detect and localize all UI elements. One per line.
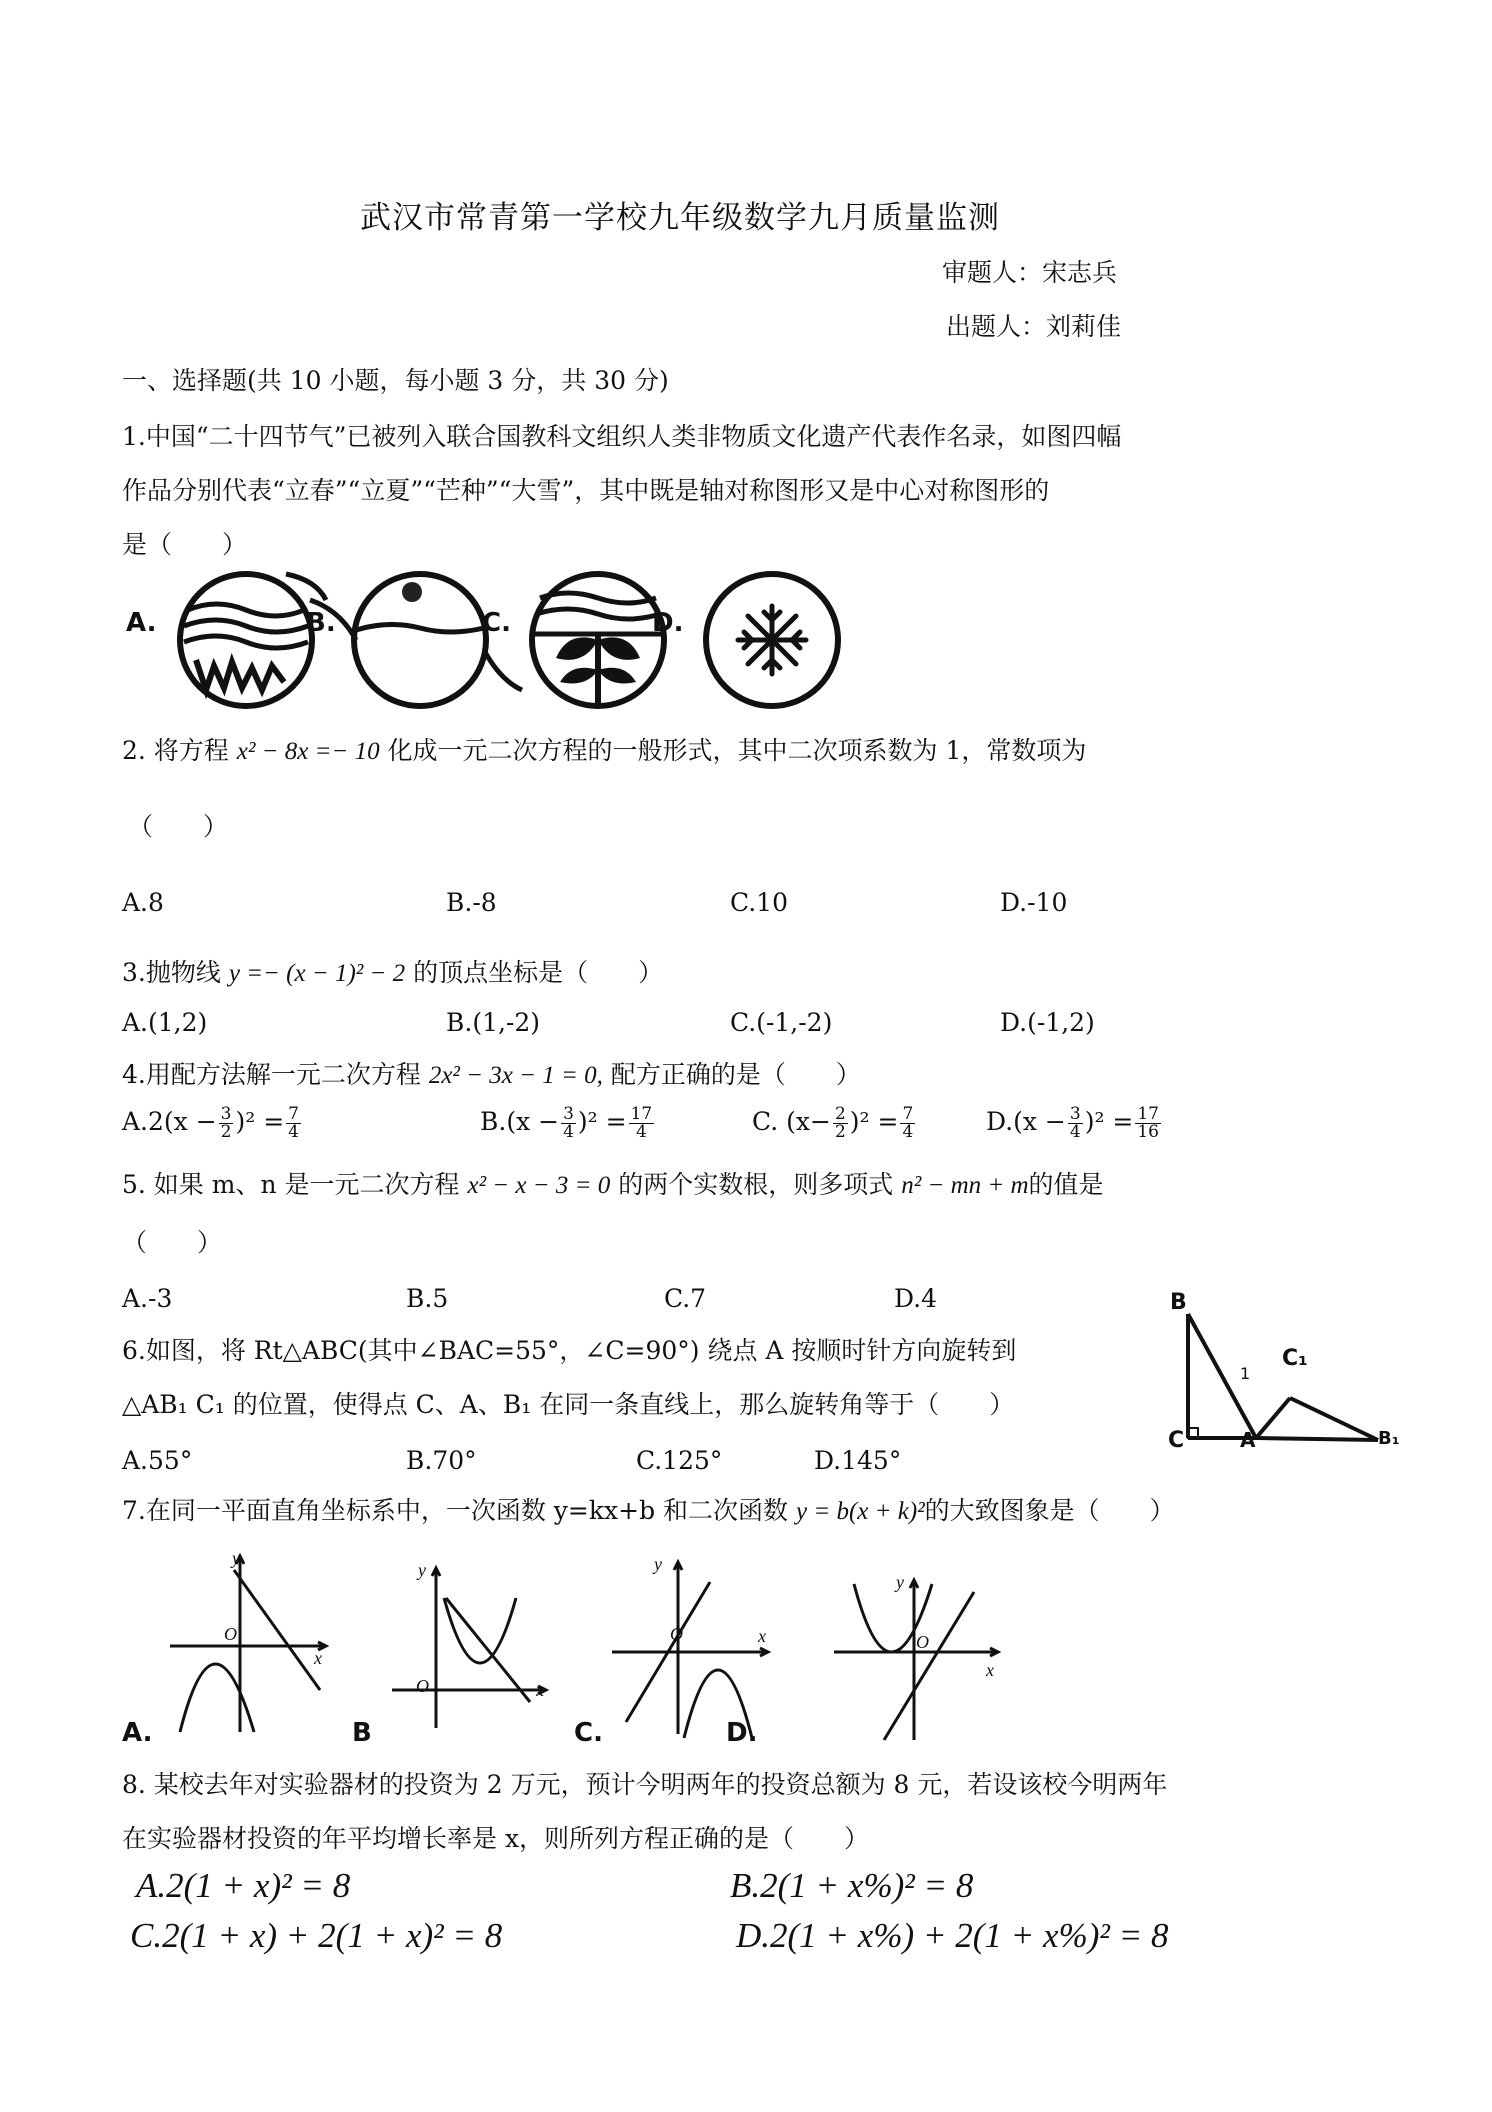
q2-equation: x² − 8x =− 10	[236, 738, 380, 765]
q4-equation: 2x² − 3x − 1 = 0,	[428, 1062, 603, 1089]
q3-option-a: A.(1,2)	[122, 1008, 208, 1037]
q2-option-a: A.8	[122, 888, 164, 917]
q5-stem	[122, 1170, 1104, 1201]
q7-label-b: B	[352, 1718, 372, 1748]
q5-poly: n² − mn + m	[901, 1172, 1029, 1199]
page-title: 武汉市常青第一学校九年级数学九月质量监测	[360, 200, 1000, 236]
figure-mangzhong	[528, 570, 668, 710]
q6-label-angle-1: 1	[1240, 1364, 1251, 1383]
q8-option-c: C.2(1 + x) + 2(1 + x)² = 8	[130, 1916, 503, 1955]
q6-label-a: A	[1240, 1428, 1256, 1452]
q7-b-origin: O	[416, 1676, 429, 1696]
q4-option-d: D.(x − $\frac{3}{4}$ )² = $\frac{17}{16}$	[986, 1104, 1159, 1142]
q7-label-d: D.	[726, 1718, 758, 1748]
q5-option-b: B.5	[406, 1284, 449, 1313]
q2-stem	[122, 736, 1086, 767]
q7-a-x-label: x	[314, 1648, 322, 1668]
q3-option-b: B.(1,-2)	[446, 1008, 541, 1037]
q1-label-d: D.	[652, 608, 684, 638]
q3-suffix: 的顶点坐标是（ ）	[413, 958, 664, 987]
q6-option-a: A.55°	[122, 1446, 193, 1475]
section-heading: 一、选择题(共 10 小题，每小题 3 分，共 30 分)	[122, 366, 669, 395]
q8-option-d: D.2(1 + x%) + 2(1 + x%)² = 8	[736, 1916, 1169, 1955]
q4-prefix: 4.用配方法解一元二次方程	[122, 1060, 421, 1089]
q2-prefix: 2. 将方程	[122, 736, 229, 765]
q4-option-c: C. (x− $\frac{2}{2}$ )² = $\frac{7}{4}$	[752, 1104, 914, 1142]
q7-d-x-label: x	[986, 1660, 994, 1680]
q7-c-origin: O	[670, 1624, 683, 1644]
q7-b-y-label: y	[418, 1560, 426, 1580]
q6-label-c1: C₁	[1282, 1346, 1308, 1371]
q7-label-a: A.	[122, 1718, 153, 1748]
q7-d-y-label: y	[896, 1572, 904, 1592]
q7-c-y-label: y	[654, 1554, 662, 1574]
q5-suffix: 的值是	[1028, 1170, 1104, 1199]
q4-suffix: 配方正确的是（ ）	[610, 1060, 861, 1089]
reviewer: 审题人：宋志兵	[942, 258, 1118, 287]
author: 出题人：刘莉佳	[946, 312, 1122, 341]
q6-option-d: D.145°	[814, 1446, 902, 1475]
q2-paren: （ ）	[128, 812, 229, 841]
q5-option-d: D.4	[894, 1284, 938, 1313]
q6-label-b: B	[1170, 1290, 1187, 1315]
q2-option-c: C.10	[730, 888, 788, 917]
q8-option-a: A.2(1 + x)² = 8	[136, 1866, 351, 1905]
q4-option-b: B.(x − $\frac{3}{4}$ )² = $\frac{17}{4}$	[480, 1104, 653, 1142]
q7-graph-a	[170, 1556, 330, 1736]
q1-label-c: C.	[482, 608, 511, 638]
q6-option-c: C.125°	[636, 1446, 723, 1475]
q5-prefix: 5. 如果 m、n 是一元二次方程	[122, 1170, 460, 1199]
q7-equation: y = b(x + k)²	[795, 1498, 925, 1525]
q7-b-x-label: x	[536, 1680, 544, 1700]
q7-graph-c	[612, 1562, 772, 1738]
q3-equation: y =− (x − 1)² − 2	[228, 960, 406, 987]
q7-a-y-label: y	[232, 1548, 240, 1568]
q1-label-b: B.	[306, 608, 336, 638]
q7-a-origin: O	[224, 1624, 237, 1644]
q6-label-c: C	[1168, 1428, 1185, 1453]
q8-line1: 8. 某校去年对实验器材的投资为 2 万元，预计今明两年的投资总额为 8 元，若设该校今明两年	[122, 1770, 1168, 1799]
q1-label-a: A.	[126, 608, 157, 638]
q3-option-d: D.(-1,2)	[1000, 1008, 1095, 1037]
q7-c-x-label: x	[758, 1626, 766, 1646]
q4-stem	[122, 1060, 861, 1091]
q2-option-d: D.-10	[1000, 888, 1068, 917]
q7-graph-b	[392, 1568, 552, 1738]
q5-option-c: C.7	[664, 1284, 707, 1313]
q6-triangle-figure	[1160, 1290, 1400, 1470]
q5-equation: x² − x − 3 = 0	[467, 1172, 611, 1199]
q2-option-b: B.-8	[446, 888, 497, 917]
q1-line3: 是（ ）	[122, 530, 248, 559]
q7-graph-d	[834, 1580, 1004, 1750]
q7-label-c: C.	[574, 1718, 603, 1748]
q6-label-b1: B₁	[1378, 1428, 1400, 1449]
q7-d-origin: O	[916, 1632, 929, 1652]
q7-prefix: 7.在同一平面直角坐标系中，一次函数 y=kx+b 和二次函数	[122, 1496, 789, 1525]
q7-suffix: 的大致图象是（ ）	[924, 1496, 1175, 1525]
q3-prefix: 3.抛物线	[122, 958, 221, 987]
q5-paren: （ ）	[122, 1228, 223, 1257]
q5-middle: 的两个实数根，则多项式	[618, 1170, 894, 1199]
q1-line1: 1.中国“二十四节气”已被列入联合国教科文组织人类非物质文化遗产代表作名录，如图四幅	[122, 422, 1122, 451]
q3-option-c: C.(-1,-2)	[730, 1008, 833, 1037]
figure-lichun	[176, 570, 316, 710]
q6-line1: 6.如图，将 Rt△ABC(其中∠BAC=55°，∠C=90°) 绕点 A 按顺时针方向旋转到	[122, 1336, 1017, 1365]
q8-line2: 在实验器材投资的年平均增长率是 x，则所列方程正确的是（ ）	[122, 1824, 870, 1853]
figure-daxue	[702, 570, 842, 710]
q7-stem	[122, 1496, 1175, 1527]
figure-lixia	[350, 570, 490, 710]
q1-line2: 作品分别代表“立春”“立夏”“芒种”“大雪”，其中既是轴对称图形又是中心对称图形的	[122, 476, 1050, 505]
q5-option-a: A.-3	[122, 1284, 173, 1313]
q2-suffix: 化成一元二次方程的一般形式，其中二次项系数为 1，常数项为	[387, 736, 1087, 765]
q3-stem	[122, 958, 663, 989]
q6-option-b: B.70°	[406, 1446, 477, 1475]
q6-line2: △AB₁ C₁ 的位置，使得点 C、A、B₁ 在同一条直线上，那么旋转角等于（ ）	[122, 1390, 1015, 1419]
q8-option-b: B.2(1 + x%)² = 8	[730, 1866, 974, 1905]
q4-option-a: A.2(x − $\frac{3}{2}$ )² = $\frac{7}{4}$	[122, 1104, 299, 1142]
